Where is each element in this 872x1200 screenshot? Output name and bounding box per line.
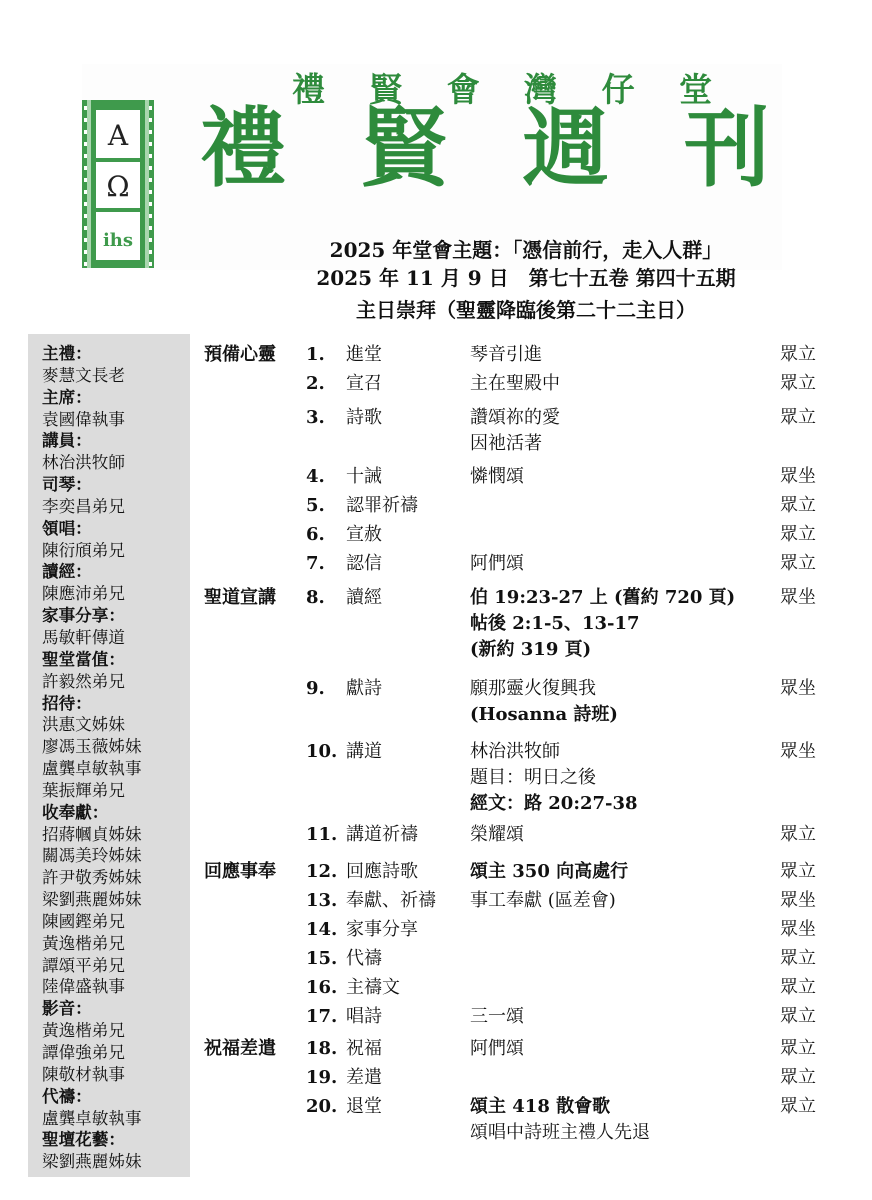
item-number: 13. (306, 890, 338, 911)
role-label: 讀經： (42, 561, 92, 582)
role-person: 葉振輝弟兄 (42, 780, 125, 800)
title-char: 禮 (200, 98, 286, 199)
posture-label: 眾立 (780, 1038, 816, 1059)
item-name: 唱詩 (346, 1006, 382, 1027)
role-person: 譚頌平弟兄 (42, 955, 125, 975)
item-detail: 伯 19:23-27 上 (舊約 720 頁) (470, 587, 736, 608)
svg-text:ihs: ihs (102, 230, 134, 251)
posture-label: 眾坐 (780, 890, 816, 911)
item-detail: 讚頌祢的愛 (470, 407, 560, 428)
annual-theme: 2025 年堂會主題：「憑信前行，走入人群」 (329, 238, 723, 262)
role-label: 聖堂當值： (42, 648, 125, 669)
role-person: 洪惠文姊妹 (42, 715, 125, 735)
role-label: 影音： (42, 998, 92, 1019)
role-label: 招待： (42, 692, 92, 713)
item-name: 祝福 (346, 1038, 382, 1059)
posture-label: 眾立 (780, 407, 816, 428)
role-person: 盧龔卓敏執事 (42, 1108, 142, 1128)
service-row (0, 822, 872, 848)
role-person: 陸偉盛執事 (42, 977, 125, 997)
role-person: 袁國偉執事 (42, 409, 125, 429)
item-name: 認罪祈禱 (346, 495, 418, 516)
posture-label: 眾立 (780, 524, 816, 545)
item-name: 講道 (346, 741, 382, 762)
role-person: 陳敬材執事 (42, 1064, 125, 1084)
item-name: 退堂 (346, 1096, 382, 1117)
posture-label: 眾坐 (780, 919, 816, 940)
section-label: 回應事奉 (204, 861, 276, 882)
item-name: 讀經 (346, 587, 382, 608)
item-detail: 主在聖殿中 (470, 373, 560, 394)
role-person: 李奕昌弟兄 (42, 496, 125, 516)
role-person: 陳國鏗弟兄 (42, 911, 125, 931)
item-number: 19. (306, 1067, 338, 1088)
role-label: 主禮： (42, 343, 92, 363)
title-char: 刊 (683, 98, 770, 199)
item-number: 3. (306, 407, 325, 428)
role-label: 家事分享： (42, 605, 125, 626)
church-name (292, 64, 712, 111)
posture-label: 眾立 (780, 1096, 816, 1117)
posture-label: 眾立 (780, 977, 816, 998)
item-number: 15. (306, 948, 338, 969)
item-number: 9. (306, 678, 325, 699)
item-name: 認信 (346, 553, 382, 574)
item-number: 8. (306, 587, 325, 608)
item-number: 18. (306, 1038, 338, 1059)
newsletter-title (200, 98, 770, 199)
item-name: 進堂 (346, 344, 382, 365)
item-number: 1. (306, 344, 325, 365)
posture-label: 眾立 (780, 553, 816, 574)
section-label: 祝福差遣 (204, 1038, 276, 1059)
item-detail: 頌主 350 向高處行 (470, 861, 629, 882)
item-name: 主禱文 (346, 977, 400, 998)
item-detail: 阿們頌 (470, 553, 524, 574)
item-number: 20. (306, 1096, 338, 1117)
item-detail-line: (Hosanna 詩班) (470, 704, 618, 725)
posture-label: 眾坐 (780, 587, 816, 608)
role-person: 許尹敬秀姊妹 (42, 868, 142, 888)
title-char: 賢 (361, 98, 448, 199)
church-name-char: 會 (446, 70, 480, 109)
church-name-char: 賢 (369, 70, 403, 109)
role-person: 陳衍頎弟兄 (42, 540, 125, 560)
role-person: 梁劉燕麗姊妹 (42, 1152, 142, 1172)
role-person: 馬敏軒傳道 (42, 627, 125, 647)
item-name: 宣赦 (346, 524, 382, 545)
service-row (0, 551, 872, 577)
posture-label: 眾坐 (780, 466, 816, 487)
item-number: 4. (306, 466, 325, 487)
item-detail: 願那靈火復興我 (470, 678, 596, 699)
role-person: 麥慧文長老 (42, 365, 125, 385)
item-number: 16. (306, 977, 338, 998)
item-name: 獻詩 (346, 678, 382, 699)
role-person: 廖馮玉薇姊妹 (42, 737, 142, 757)
title-char: 週 (522, 98, 609, 199)
item-detail: 事工奉獻 (區差會) (470, 890, 616, 911)
item-name: 十誡 (346, 466, 382, 487)
item-number: 2. (306, 373, 325, 394)
item-name: 奉獻、祈禱 (346, 890, 436, 911)
role-person: 許毅然弟兄 (42, 671, 125, 691)
item-name: 差遣 (346, 1067, 382, 1088)
service-row (0, 917, 872, 943)
item-detail-line: 頌唱中詩班主禮人先退 (470, 1122, 650, 1143)
issue-date: 2025 年 11 月 9 日 第七十五卷 第四十五期 (316, 266, 736, 290)
item-name: 宣召 (346, 373, 382, 394)
role-person: 黃逸楷弟兄 (42, 1021, 125, 1041)
posture-label: 眾立 (780, 373, 816, 394)
service-row (0, 739, 872, 765)
item-number: 11. (306, 824, 338, 845)
role-person: 譚偉強弟兄 (42, 1043, 125, 1062)
service-row (0, 676, 872, 702)
item-number: 12. (306, 861, 338, 882)
role-label: 聖壇花藝： (42, 1129, 125, 1150)
item-number: 5. (306, 495, 325, 516)
role-person: 黃逸楷弟兄 (42, 933, 125, 953)
item-number: 14. (306, 919, 338, 940)
item-name: 回應詩歌 (346, 861, 418, 882)
posture-label: 眾立 (780, 495, 816, 516)
item-detail: 林治洪牧師 (470, 741, 560, 762)
posture-label: 眾坐 (780, 741, 816, 762)
svg-text:A: A (107, 119, 129, 152)
item-detail: 琴音引進 (470, 344, 542, 365)
service-row (0, 1036, 872, 1062)
service-row (0, 859, 872, 885)
role-person: 梁劉燕麗姊妹 (42, 890, 142, 910)
item-name: 家事分享 (346, 919, 418, 940)
role-label: 主席： (42, 386, 92, 407)
item-detail: 三一頌 (470, 1006, 524, 1027)
item-detail: 頌主 418 散會歌 (470, 1096, 611, 1117)
service-row (0, 888, 872, 914)
role-person: 招蔣幗貞姊妹 (42, 824, 142, 844)
posture-label: 眾立 (780, 861, 816, 882)
service-row (0, 522, 872, 548)
posture-label: 眾立 (780, 1006, 816, 1027)
role-person: 陳應沛弟兄 (42, 584, 125, 604)
item-detail: 榮耀頌 (470, 824, 524, 845)
role-label: 司琴： (42, 474, 92, 495)
posture-label: 眾坐 (780, 678, 816, 699)
church-name-char: 灣 (524, 70, 558, 109)
service-row (0, 464, 872, 490)
item-detail-line: (新約 319 頁) (470, 639, 592, 660)
item-detail: 阿們頌 (470, 1038, 524, 1059)
role-label: 講員： (42, 430, 92, 451)
service-row (0, 1004, 872, 1030)
service-row (0, 585, 872, 611)
service-row (0, 975, 872, 1001)
church-name-char: 仔 (601, 70, 635, 109)
item-number: 6. (306, 524, 325, 545)
role-label: 領唱： (42, 517, 92, 538)
role-label: 收奉獻： (42, 801, 109, 822)
section-label: 聖道宣講 (204, 587, 276, 608)
role-person: 盧龔卓敏執事 (42, 759, 142, 779)
item-number: 7. (306, 553, 325, 574)
church-name-char: 禮 (292, 70, 325, 109)
posture-label: 眾立 (780, 824, 816, 845)
service-row (0, 1094, 872, 1120)
item-detail-line: 帖後 2:1-5、13-17 (470, 613, 640, 634)
posture-label: 眾立 (780, 344, 816, 365)
item-detail-line: 因祂活著 (470, 433, 542, 454)
role-person: 林治洪牧師 (42, 453, 125, 473)
item-number: 10. (306, 741, 338, 762)
service-title: 主日崇拜（聖靈降臨後第二十二主日） (356, 298, 696, 322)
service-row (0, 405, 872, 431)
section-label: 預備心靈 (204, 344, 276, 365)
item-number: 17. (306, 1006, 338, 1027)
church-name-char: 堂 (678, 70, 712, 109)
svg-text:Ω: Ω (106, 170, 130, 203)
item-name: 詩歌 (346, 407, 382, 428)
posture-label: 眾立 (780, 1067, 816, 1088)
item-detail-line: 題目：明日之後 (470, 767, 596, 788)
item-detail: 憐憫頌 (470, 466, 524, 487)
role-person: 關馮美玲姊妹 (42, 846, 142, 866)
service-row (0, 1065, 872, 1091)
service-row (0, 946, 872, 972)
role-label: 代禱： (42, 1085, 92, 1106)
item-name: 代禱 (346, 948, 382, 969)
posture-label: 眾立 (780, 948, 816, 969)
service-row (0, 342, 872, 368)
item-detail-line: 經文：路 20:27-38 (470, 793, 638, 814)
service-row (0, 493, 872, 519)
item-name: 講道祈禱 (346, 824, 418, 845)
service-row (0, 371, 872, 397)
